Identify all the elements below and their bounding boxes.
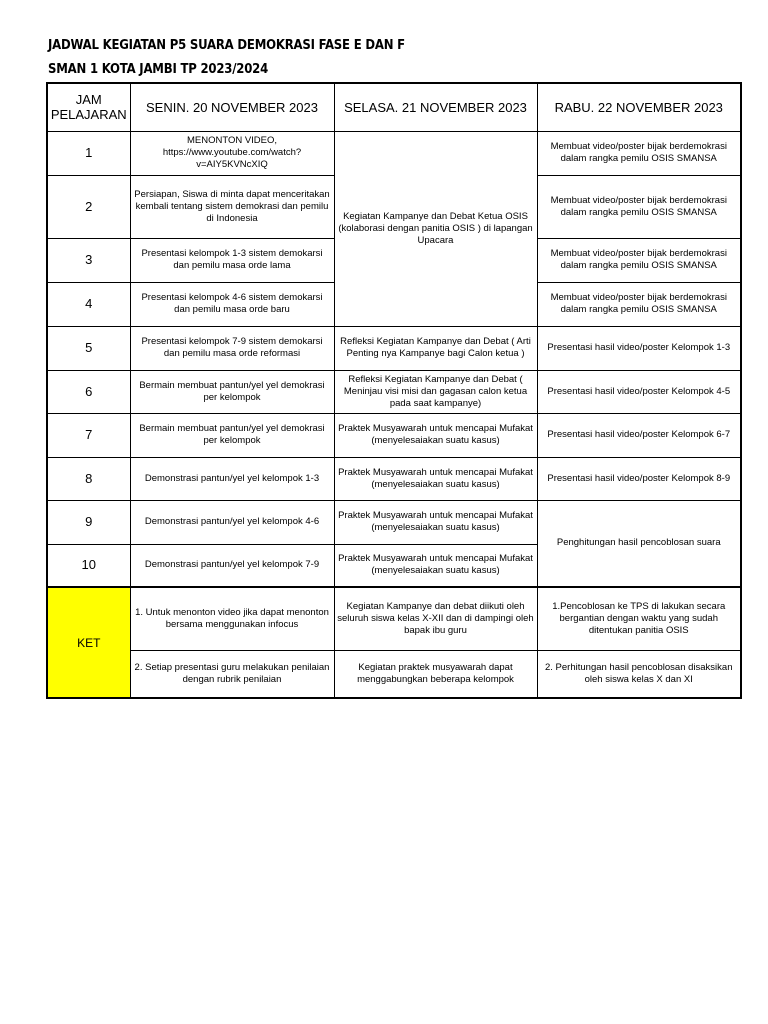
selasa-merged-cell: Kegiatan Kampanye dan Debat Ketua OSIS (kolaborasi dengan panitia OSIS ) di lapangan Upacara <box>334 131 537 326</box>
header-row <box>47 83 741 131</box>
senin-cell: Presentasi kelompok 7-9 sistem demokarsi dan pemilu masa orde reformasi <box>130 326 334 370</box>
selasa-cell: Praktek Musyawarah untuk mencapai Mufakat (menyelesaiakan suatu kasus) <box>334 500 537 544</box>
rabu-merged-cell: Penghitungan hasil pencoblosan suara <box>537 500 741 587</box>
jam-cell: 10 <box>47 544 130 587</box>
rabu-cell: Presentasi hasil video/poster Kelompok 6-7 <box>537 413 741 457</box>
jam-cell: 4 <box>47 282 130 326</box>
header-jam-pelajaran: JAM PELAJARAN <box>47 83 130 131</box>
ket-rabu-2: 2. Perhitungan hasil pencoblosan disaksikan oleh siswa kelas X dan XI <box>537 650 741 698</box>
senin-cell: Demonstrasi pantun/yel yel kelompok 1-3 <box>130 457 334 500</box>
rabu-cell: Presentasi hasil video/poster Kelompok 8-9 <box>537 457 741 500</box>
schedule-table <box>46 82 742 699</box>
table-row <box>47 500 741 544</box>
table-row <box>47 413 741 457</box>
ket-selasa-1: Kegiatan Kampanye dan debat diikuti oleh seluruh siswa kelas X-XII dan di dampingi oleh bapak ibu guru <box>334 587 537 650</box>
jam-cell: 9 <box>47 500 130 544</box>
senin-cell: MENONTON VIDEO, https://www.youtube.com/watch?v=AIY5KVNcXIQ <box>130 131 334 175</box>
ket-selasa-2: Kegiatan praktek musyawarah dapat menggabungkan beberapa kelompok <box>334 650 537 698</box>
rabu-cell: Membuat video/poster bijak berdemokrasi dalam rangka pemilu OSIS SMANSA <box>537 238 741 282</box>
header-rabu: RABU. 22 NOVEMBER 2023 <box>537 83 741 131</box>
header-selasa: SELASA. 21 NOVEMBER 2023 <box>334 83 537 131</box>
jam-cell: 1 <box>47 131 130 175</box>
document-subtitle: SMAN 1 KOTA JAMBI TP 2023/2024 <box>48 62 269 77</box>
ket-row <box>47 587 741 650</box>
table-row <box>47 457 741 500</box>
header-senin: SENIN. 20 NOVEMBER 2023 <box>130 83 334 131</box>
selasa-cell: Praktek Musyawarah untuk mencapai Mufakat (menyelesaiakan suatu kasus) <box>334 457 537 500</box>
jam-cell: 8 <box>47 457 130 500</box>
ket-senin-2: 2. Setiap presentasi guru melakukan penilaian dengan rubrik penilaian <box>130 650 334 698</box>
senin-cell: Bermain membuat pantun/yel yel demokrasi per kelompok <box>130 413 334 457</box>
senin-cell: Persiapan, Siswa di minta dapat menceritakan kembali tentang sistem demokrasi dan pemilu di Indonesia <box>130 175 334 238</box>
rabu-cell: Membuat video/poster bijak berdemokrasi dalam rangka pemilu OSIS SMANSA <box>537 282 741 326</box>
selasa-cell: Praktek Musyawarah untuk mencapai Mufakat (menyelesaiakan suatu kasus) <box>334 413 537 457</box>
jam-cell: 2 <box>47 175 130 238</box>
jam-cell: 3 <box>47 238 130 282</box>
rabu-cell: Membuat video/poster bijak berdemokrasi dalam rangka pemilu OSIS SMANSA <box>537 175 741 238</box>
ket-senin-1: 1. Untuk menonton video jika dapat menonton bersama menggunakan infocus <box>130 587 334 650</box>
rabu-cell: Presentasi hasil video/poster Kelompok 1-3 <box>537 326 741 370</box>
ket-rabu-1: 1.Pencoblosan ke TPS di lakukan secara bergantian dengan waktu yang sudah ditentukan panitia OSIS <box>537 587 741 650</box>
selasa-cell: Refleksi Kegiatan Kampanye dan Debat ( Arti Penting nya Kampanye bagi Calon ketua ) <box>334 326 537 370</box>
jam-cell: 6 <box>47 370 130 413</box>
table-row <box>47 370 741 413</box>
table-row <box>47 326 741 370</box>
senin-cell: Demonstrasi pantun/yel yel kelompok 4-6 <box>130 500 334 544</box>
selasa-cell: Refleksi Kegiatan Kampanye dan Debat ( Meninjau visi misi dan gagasan calon ketua pada saat kampanye) <box>334 370 537 413</box>
ket-label: KET <box>47 587 130 698</box>
senin-cell: Bermain membuat pantun/yel yel demokrasi per kelompok <box>130 370 334 413</box>
document-title: JADWAL KEGIATAN P5 SUARA DEMOKRASI FASE E DAN F <box>48 38 405 53</box>
senin-cell: Presentasi kelompok 1-3 sistem demokarsi dan pemilu masa orde lama <box>130 238 334 282</box>
ket-row <box>47 650 741 698</box>
jam-cell: 7 <box>47 413 130 457</box>
table-row <box>47 131 741 175</box>
rabu-cell: Presentasi hasil video/poster Kelompok 4-5 <box>537 370 741 413</box>
jam-cell: 5 <box>47 326 130 370</box>
senin-cell: Presentasi kelompok 4-6 sistem demokarsi dan pemilu masa orde baru <box>130 282 334 326</box>
selasa-cell: Praktek Musyawarah untuk mencapai Mufakat (menyelesaiakan suatu kasus) <box>334 544 537 587</box>
rabu-cell: Membuat video/poster bijak berdemokrasi dalam rangka pemilu OSIS SMANSA <box>537 131 741 175</box>
senin-cell: Demonstrasi pantun/yel yel kelompok 7-9 <box>130 544 334 587</box>
